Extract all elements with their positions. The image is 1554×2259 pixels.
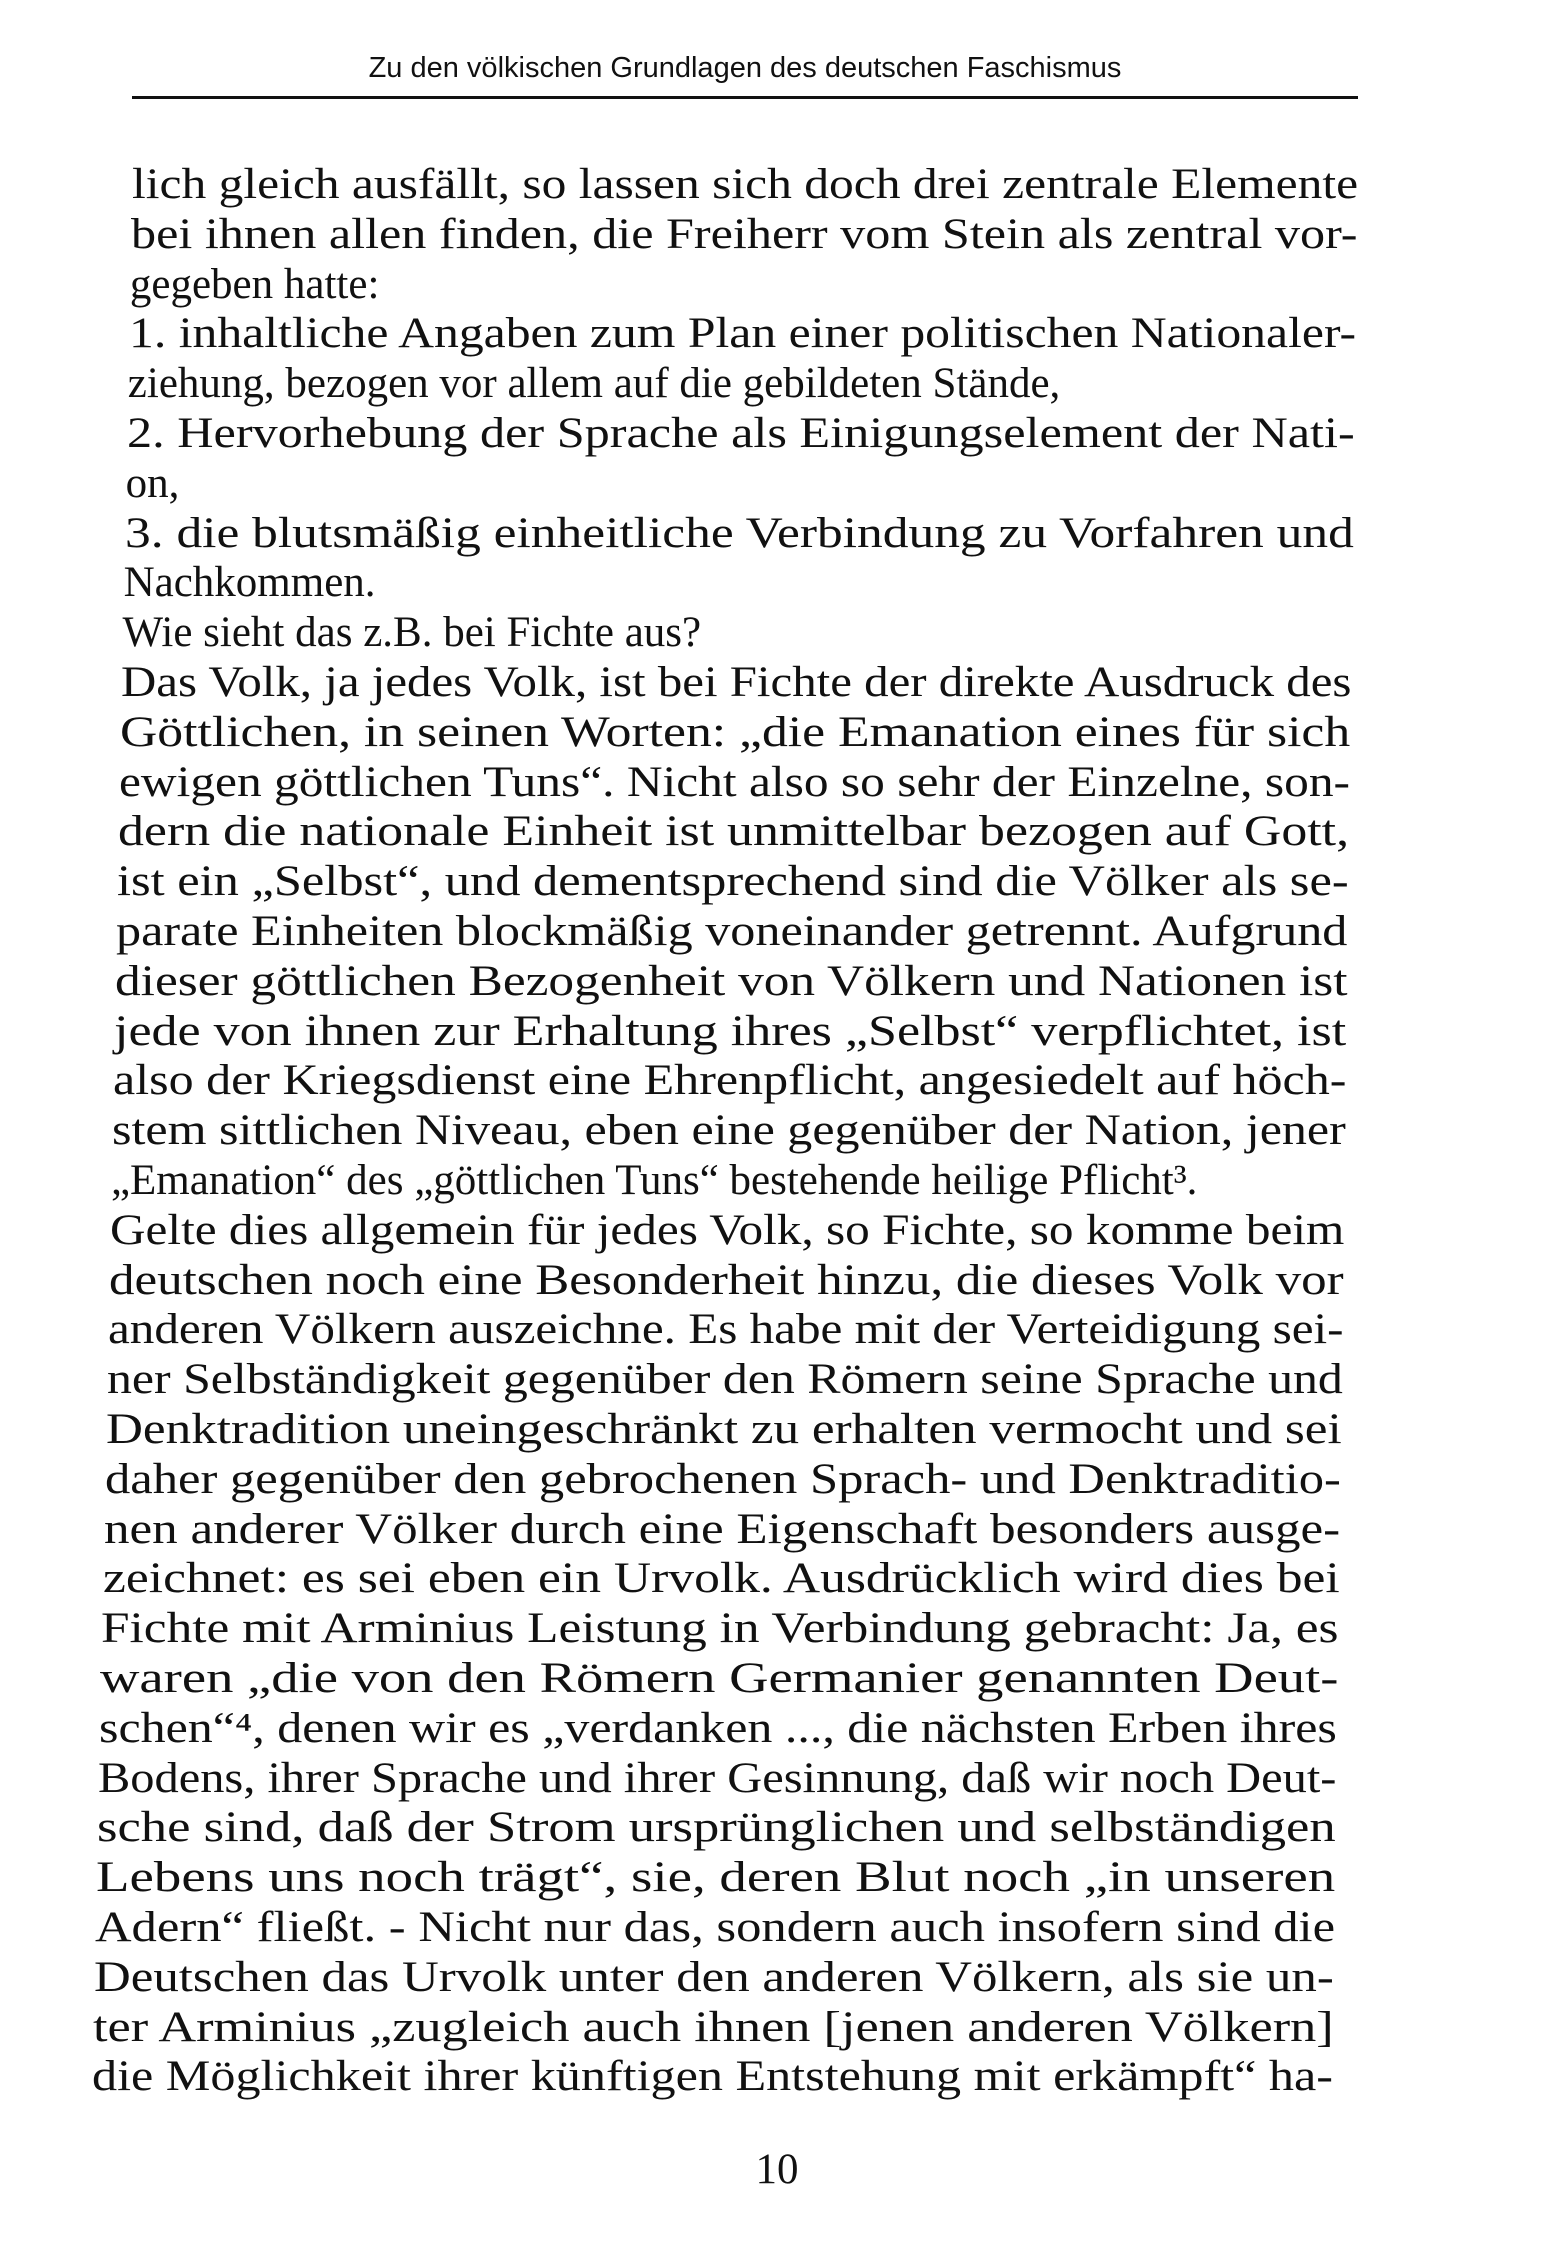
text-line: dern die nationale Einheit ist unmittelbar bezogen auf Gott, (118, 808, 1350, 856)
text-line: Bodens, ihrer Sprache und ihrer Gesinnung, daß wir noch Deut- (98, 1754, 1337, 1802)
text-line: stem sittlichen Niveau, eben eine gegenüber der Nation, jener (112, 1107, 1346, 1155)
text-line: Adern“ fließt. - Nicht nur das, sondern auch insofern sind die (95, 1904, 1336, 1951)
text-line: dieser göttlichen Bezogenheit von Völkern und Nationen ist (115, 957, 1348, 1005)
text-line: Denktradition uneingeschränkt zu erhalten vermocht und sei (105, 1406, 1342, 1453)
text-line: Gelte dies allgemein für jedes Volk, so Fichte, so komme beim (109, 1206, 1345, 1254)
text-line: ter Arminius „zugleich auch ihnen [jenen anderen Völkern] (93, 2003, 1334, 2051)
text-line: Fichte mit Arminius Leistung in Verbindung gebracht: Ja, es (101, 1605, 1339, 1653)
text-line: Nachkommen. (123, 559, 376, 607)
text-line: anderen Völkern auszeichne. Es habe mit der Verteidigung sei- (107, 1306, 1344, 1354)
text-line: daher gegenüber den gebrochenen Sprach- und Denktraditio- (104, 1455, 1341, 1503)
text-line: on, (125, 459, 180, 507)
text-line: jede von ihnen zur Erhaltung ihres „Selbst“ verpflichtet, ist (114, 1007, 1347, 1055)
text-line: Das Volk, ja jedes Volk, ist bei Fichte der direkte Ausdruck des (121, 659, 1352, 706)
text-line: zeichnet: es sei eben ein Urvolk. Ausdrücklich wird dies bei (102, 1555, 1340, 1603)
page-number: 10 (755, 2146, 799, 2193)
text-line: bei ihnen allen finden, die Freiherr vom Stein als zentral vor- (130, 210, 1358, 258)
running-header: Zu den völkischen Grundlagen des deutschen Faschismus (368, 52, 1122, 84)
text-line: waren „die von den Römern Germanier genannten Deut- (100, 1655, 1339, 1702)
text-line: ewigen göttlichen Tuns“. Nicht also so sehr der Einzelne, son- (119, 758, 1351, 806)
text-line: Wie sieht das z.B. bei Fichte aus? (122, 609, 702, 657)
text-line: „Emanation“ des „göttlichen Tuns“ bestehende heilige Pflicht³. (110, 1157, 1198, 1204)
text-line: 1. inhaltliche Angaben zum Plan einer politischen Nationaler- (128, 310, 1356, 358)
text-line: also der Kriegsdienst eine Ehrenpflicht, angesiedelt auf höch- (113, 1057, 1347, 1105)
text-line: ziehung, bezogen vor allem auf die gebildeten Stände, (127, 360, 1061, 408)
text-line: Göttlichen, in seinen Worten: „die Emanation eines für sich (120, 708, 1351, 756)
text-line: parate Einheiten blockmäßig voneinander getrennt. Aufgrund (116, 908, 1348, 955)
text-line: Lebens uns noch trägt“, sie, deren Blut noch „in unseren (96, 1854, 1336, 1902)
text-line: deutschen noch eine Besonderheit hinzu, die dieses Volk vor (108, 1256, 1344, 1304)
text-line: 2. Hervorhebung der Sprache als Einigungselement der Nati- (126, 410, 1355, 457)
text-line: ner Selbständigkeit gegenüber den Römern seine Sprache und (106, 1356, 1343, 1404)
text-line: ist ein „Selbst“, und dementsprechend sind die Völker als se- (117, 858, 1349, 906)
text-line: gegeben hatte: (129, 260, 380, 308)
text-line: 3. die blutsmäßig einheitliche Verbindung zu Vorfahren und (124, 509, 1354, 557)
text-line: nen anderer Völker durch eine Eigenschaft besonders ausge- (103, 1505, 1340, 1553)
text-line: schen“⁴, denen wir es „verdanken ..., die nächsten Erben ihres (99, 1704, 1338, 1752)
text-line: Deutschen das Urvolk unter den anderen Völkern, als sie un- (94, 1953, 1334, 2001)
text-line: sche sind, daß der Strom ursprünglichen und selbständigen (97, 1804, 1336, 1852)
text-line: die Möglichkeit ihrer künftigen Entstehung mit erkämpft“ ha- (92, 2053, 1333, 2101)
text-line: lich gleich ausfällt, so lassen sich doch drei zentrale Elemente (132, 161, 1359, 208)
